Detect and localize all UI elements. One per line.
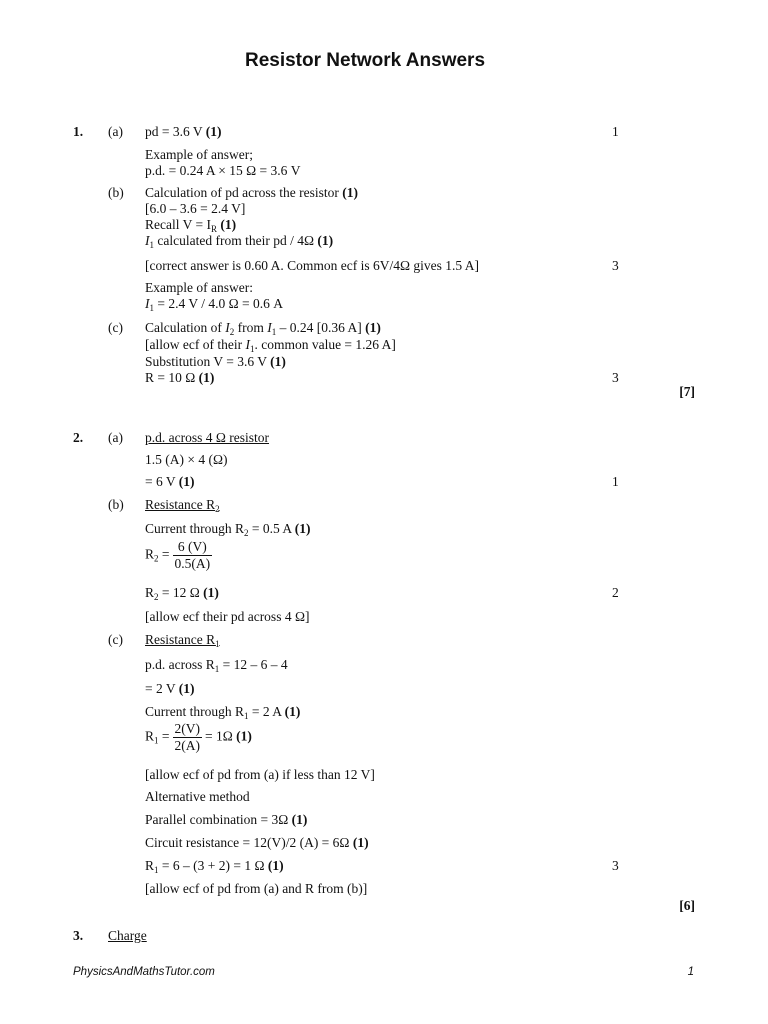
- question-total-1: [7]: [679, 384, 695, 399]
- answer-line: [allow ecf of their $I_1$. common value = 1.26 A]: [145, 337, 396, 354]
- footer-site: PhysicsAndMathsTutor.com: [73, 966, 215, 978]
- part-heading: Resistance $R_1$: [145, 632, 220, 649]
- marks-2a: 1: [612, 474, 619, 489]
- answer-line: pd = 3.6 V (1): [145, 124, 222, 139]
- answer-line: Circuit resistance = 12(V)/2 (A) = 6Ω (1): [145, 835, 369, 850]
- part-label-1b: (b): [108, 185, 124, 200]
- question-number-3: 3.: [73, 928, 84, 943]
- marking-note: [correct answer is 0.60 A. Common ecf is 6V/4Ω gives 1.5 A]: [145, 258, 479, 273]
- example-line: p.d. = 0.24 A × 15 Ω = 3.6 V: [145, 163, 301, 178]
- fraction: $\frac{6 (V)}{0.5(A)}$: [174, 539, 211, 571]
- marks-1a: 1: [612, 124, 619, 139]
- marks-1c: 3: [612, 370, 619, 385]
- page-number: 1: [687, 966, 694, 978]
- answer-line: $R_2 = 12$ Ω (1): [145, 585, 219, 602]
- marking-note: [allow ecf of pd from (a) if less than 12 V]: [145, 767, 375, 782]
- answer-line: Substitution V = 3.6 V (1): [145, 354, 286, 369]
- answer-line: Calculation of pd across the resistor (1): [145, 185, 358, 200]
- marking-note: [allow ecf of pd from (a) and R from (b)]: [145, 881, 368, 896]
- answer-line: p.d. across $R_1 = 12 - 6 - 4$: [145, 657, 288, 674]
- answer-line: Calculation of $I_2$ from $I_1 - 0.24$ [0.36 A] (1): [145, 320, 381, 337]
- part-label-1c: (c): [108, 320, 123, 335]
- answer-line: Recall $V = I_R$ (1): [145, 217, 237, 234]
- answer-line: Parallel combination = 3Ω (1): [145, 812, 308, 827]
- example-heading: Example of answer:: [145, 280, 253, 295]
- answer-line: Current through $R_1 = 2$ A (1): [145, 704, 301, 721]
- fraction-equation: $R_1$ = $\frac{2(V)}{2(A)}$ = 1Ω (1): [145, 721, 252, 753]
- answer-line: = 2 V (1): [145, 681, 195, 696]
- question-number-1: 1.: [73, 124, 84, 139]
- question-number-2: 2.: [73, 430, 84, 445]
- marks-2c: 3: [612, 858, 619, 873]
- example-line: $I_1 = 2.4$ V / 4.0 Ω = 0.6 A: [145, 296, 284, 313]
- answer-line: Current through $R_2 = 0.5$ A (1): [145, 521, 311, 538]
- marks-2b: 2: [612, 585, 619, 600]
- question-heading: Charge: [108, 928, 147, 943]
- answer-line: $I_1$ calculated from their pd / 4Ω (1): [145, 233, 334, 250]
- fraction: $\frac{2(V)}{2(A)}$: [174, 721, 201, 753]
- answer-line: [6.0 – 3.6 = 2.4 V]: [145, 201, 246, 216]
- question-total-2: [6]: [679, 898, 695, 913]
- part-label-2b: (b): [108, 497, 124, 512]
- answer-line: 1.5 (A) × 4 (Ω): [145, 452, 228, 467]
- alternative-method-heading: Alternative method: [145, 789, 250, 804]
- part-label-2c: (c): [108, 632, 123, 647]
- page-title: Resistor Network Answers: [244, 50, 486, 71]
- answer-line: R = 10 Ω (1): [145, 370, 215, 385]
- example-heading: Example of answer;: [145, 147, 253, 162]
- answer-line: = 6 V (1): [145, 474, 195, 489]
- marking-note: [allow ecf their pd across 4 Ω]: [145, 609, 310, 624]
- part-heading: Resistance $R_2$: [145, 497, 220, 514]
- part-label-1a: (a): [108, 124, 123, 139]
- part-heading: p.d. across 4 Ω resistor: [145, 430, 270, 445]
- answer-line: $R_1 = 6 - (3 + 2) = 1$ Ω (1): [145, 858, 284, 875]
- part-label-2a: (a): [108, 430, 123, 445]
- marks-1b: 3: [612, 258, 619, 273]
- fraction-equation: $R_2$ = $\frac{6 (V)}{0.5(A)}$: [145, 539, 211, 571]
